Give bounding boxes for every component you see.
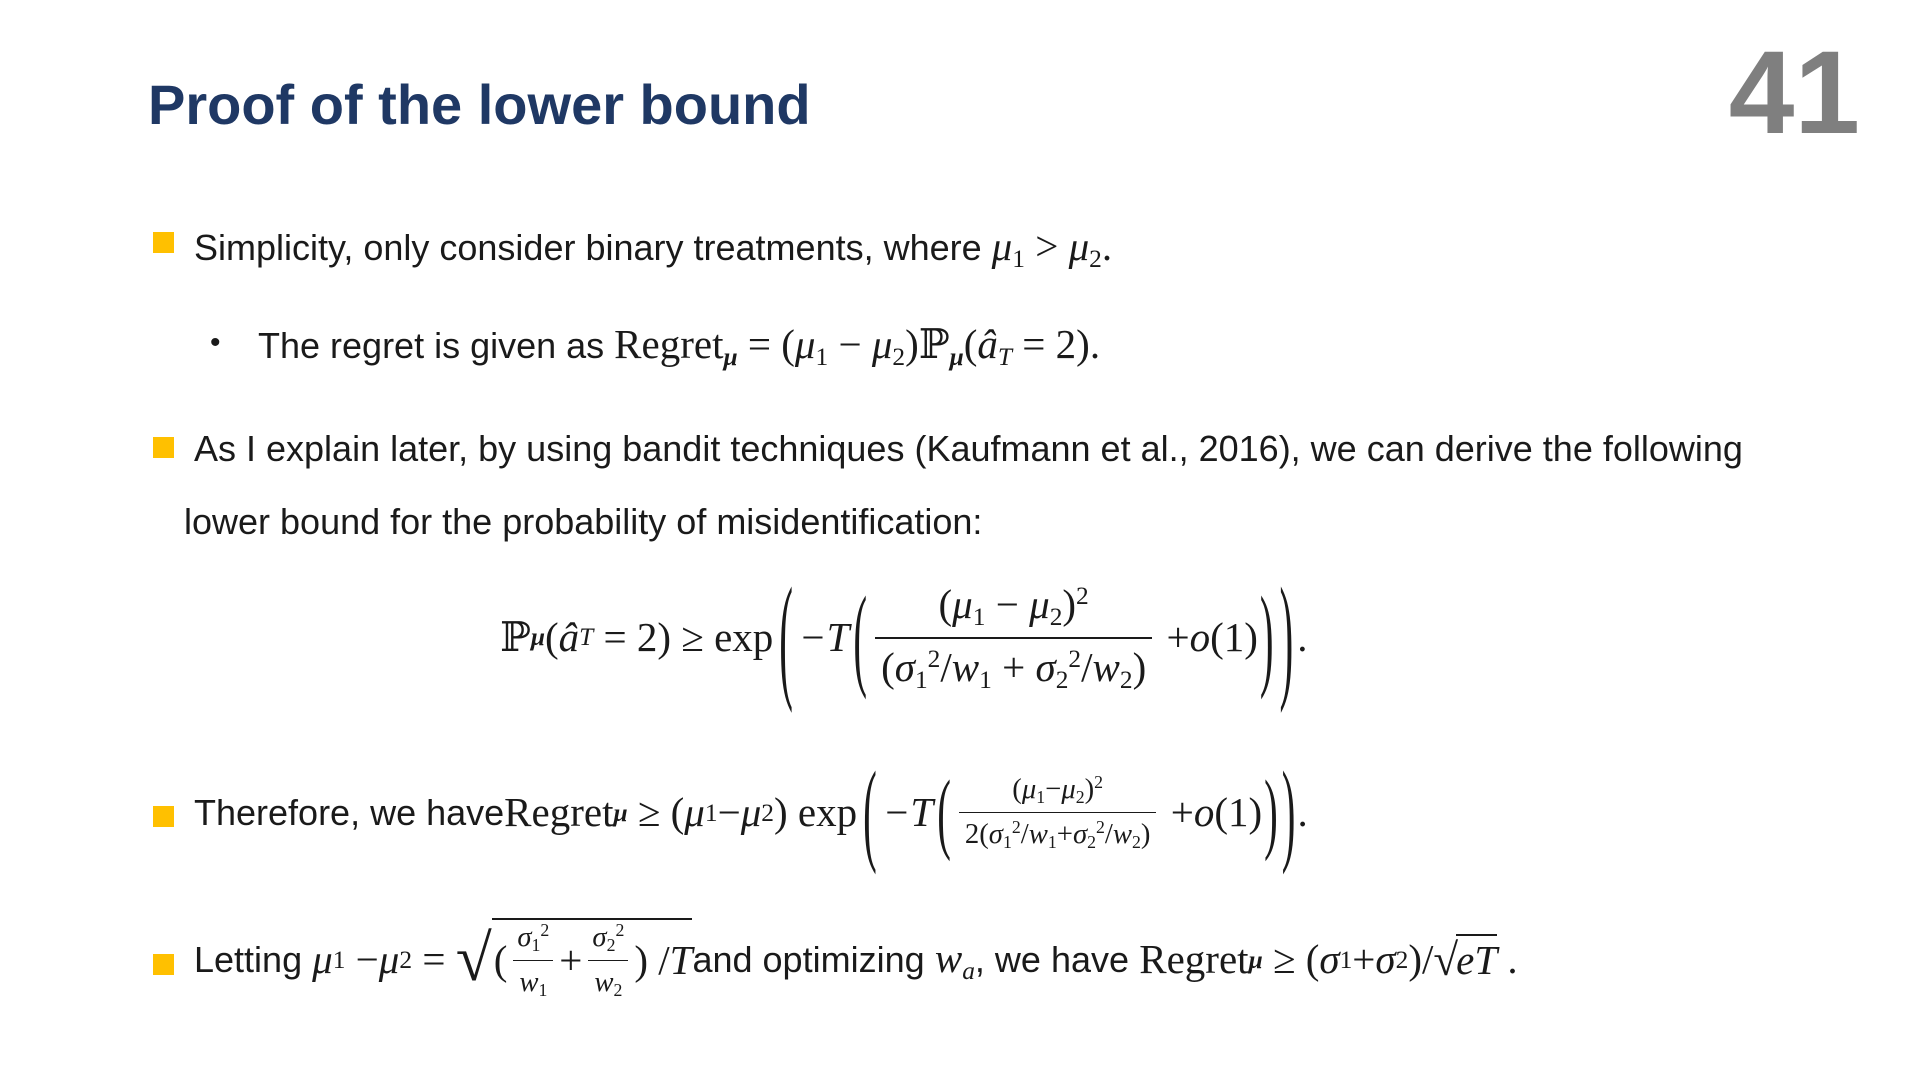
sub-bullet-1 [258, 320, 1100, 373]
regret-bound-math: Regret μ ≥ ( μ 1 − μ 2 ) exp ( −T ( $\frac{(\mu_1-\mu_2)^2}{2(\sigma_1^2/w_1+\sigma_2^2/w_2)}$ + o (1) ) ) . [504, 746, 1308, 876]
bullet-4-text-c: , we have [974, 939, 1130, 981]
bullet-1-math: $\mu_1 > \mu_2$. [991, 223, 1113, 274]
gap-choice-math: μ 1 − μ 2 = √ ( $\frac{\sigma_1^2}{w_1}$ + $\frac{\sigma_2^2}{w_2}$ ) / T [312, 918, 692, 1002]
bullet-1 [194, 222, 1112, 275]
bullet-2-line-2: lower bound for the probability of misidentification: [184, 501, 983, 542]
bullet-3 [194, 746, 1308, 876]
regret-definition-math: Regret$_\mu$ = ($\mu_1$ − $\mu_2)ℙ_\mu(â_T = 2)$. [614, 321, 1101, 372]
lower-bound-equation: ℙ μ ( â T = 2) ≥ exp ( −T ( $\frac{(\mu_1 - \mu_2)^2}{(\sigma_1^2/w_1 + \sigma_2^2/w_2)}$ + o (1) ) ) . [500, 557, 1308, 714]
bullet-square-icon [153, 954, 174, 975]
weight-math: $w_a$ [934, 934, 975, 985]
bullet-3-text: Therefore, we have [194, 792, 505, 834]
bullet-4 [194, 918, 1518, 1002]
sub-bullet-dot-icon: • [210, 326, 221, 359]
bullet-square-icon [153, 806, 174, 827]
slide-title: Proof of the lower bound [148, 73, 811, 136]
page-number: 41 [1728, 27, 1860, 159]
bullet-1-text: Simplicity, only consider binary treatments, where [194, 227, 992, 268]
bullet-square-icon [153, 437, 174, 458]
final-bound-math: Regret μ ≥ ( σ 1 + σ 2 )/ √ eT . [1139, 934, 1518, 985]
bullet-4-text-b: and optimizing [692, 939, 925, 981]
bullet-4-text-a: Letting [194, 939, 303, 981]
bullet-square-icon [153, 232, 174, 253]
sub-bullet-1-text: The regret is given as [258, 325, 615, 366]
bullet-2-line-1: As I explain later, by using bandit techniques (Kaufmann et al., 2016), we can derive the following [194, 428, 1743, 469]
